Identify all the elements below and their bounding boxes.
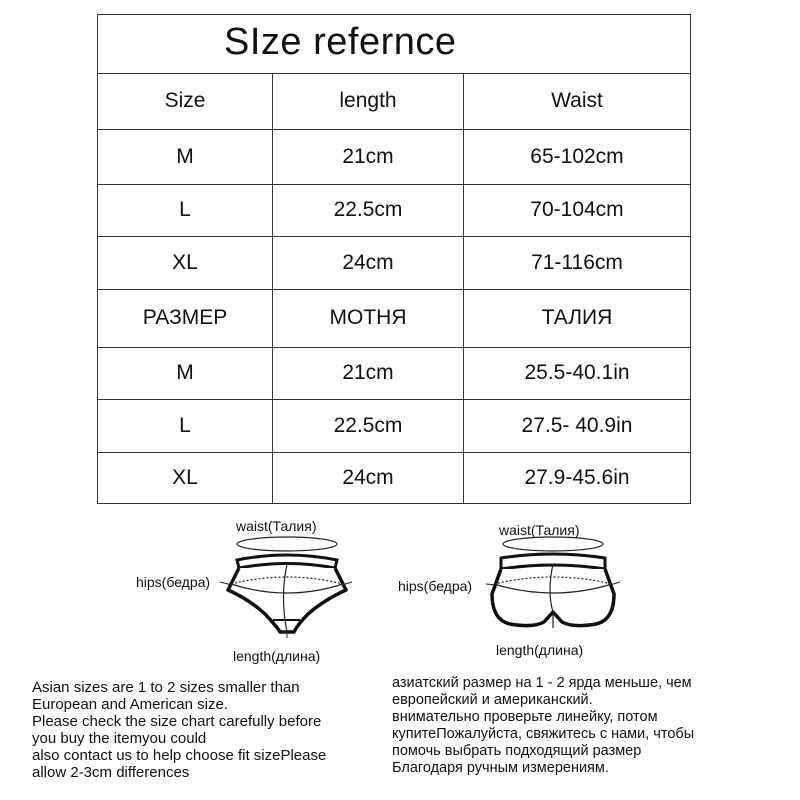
table-row (98, 236, 690, 290)
note-line: европейский и американский. (392, 692, 593, 708)
header-cell: length (273, 73, 464, 129)
header-row-ru (98, 289, 690, 348)
note-line: European and American size. (32, 696, 228, 713)
waist-label: waist(Талия) (499, 522, 580, 538)
note-line: Asian sizes are 1 to 2 sizes smaller than (32, 679, 300, 696)
header-cell: ТАЛИЯ (541, 306, 613, 329)
note-line: Благодаря ручным измерениям. (392, 760, 609, 776)
size-cell: M (98, 347, 273, 399)
length-label: length(длина) (233, 648, 321, 664)
notes-english (32, 679, 326, 781)
size-cell: L (98, 399, 273, 452)
header-cell: Size (98, 73, 273, 129)
length-cell: 21cm (273, 347, 464, 399)
size-cell: L (98, 184, 273, 236)
table-row (98, 452, 690, 503)
hips-label: hips(бедра) (398, 578, 473, 594)
notes-russian (392, 675, 694, 777)
table-row (98, 399, 690, 453)
note-line: also contact us to help choose fit sizePlease (32, 747, 327, 764)
briefs-diagram (130, 512, 380, 672)
waist-cell: 71-116cm (531, 250, 623, 274)
note-line: Please check the size chart carefully before (32, 713, 322, 730)
note-line: you buy the itemyou could (32, 730, 207, 747)
boxer-diagram (398, 512, 658, 667)
header-cell: РАЗМЕР (98, 289, 273, 347)
note-line: купитеПожалуйста, свяжитесь с нами, чтобы (392, 726, 695, 742)
hips-label: hips(бедра) (136, 574, 211, 590)
header-cell: МОТНЯ (273, 289, 464, 347)
length-cell: 24cm (273, 452, 464, 503)
table-title-cell (98, 15, 690, 74)
table-title: SIze refernce (224, 21, 457, 63)
table-row (98, 184, 690, 237)
length-label: length(длина) (496, 642, 584, 658)
table-row (98, 347, 690, 400)
waist-label: waist(Талия) (236, 518, 317, 534)
length-cell: 24cm (273, 236, 464, 289)
length-cell: 22.5cm (273, 399, 464, 452)
note-line: allow 2-3cm differences (32, 764, 190, 781)
note-line: помочь выбрать подходящий размер (392, 743, 642, 759)
length-cell: 21cm (273, 129, 464, 184)
header-cell: Waist (551, 89, 603, 112)
header-row-en (98, 73, 690, 130)
size-table (97, 14, 691, 504)
note-line: внимательно проверьте линейку, потом (392, 709, 658, 725)
size-cell: XL (98, 236, 273, 289)
waist-cell: 25.5-40.1in (524, 361, 630, 384)
length-cell: 22.5cm (273, 184, 464, 236)
table-row (98, 129, 690, 185)
size-cell: XL (98, 452, 273, 503)
note-line: азиатский размер на 1 - 2 ярда меньше, чем (392, 675, 692, 691)
waist-cell: 27.5- 40.9in (521, 413, 633, 437)
waist-cell: 27.9-45.6in (524, 465, 630, 489)
waist-cell: 65-102cm (530, 144, 624, 168)
size-cell: M (98, 129, 273, 184)
waist-cell: 70-104cm (530, 198, 624, 221)
